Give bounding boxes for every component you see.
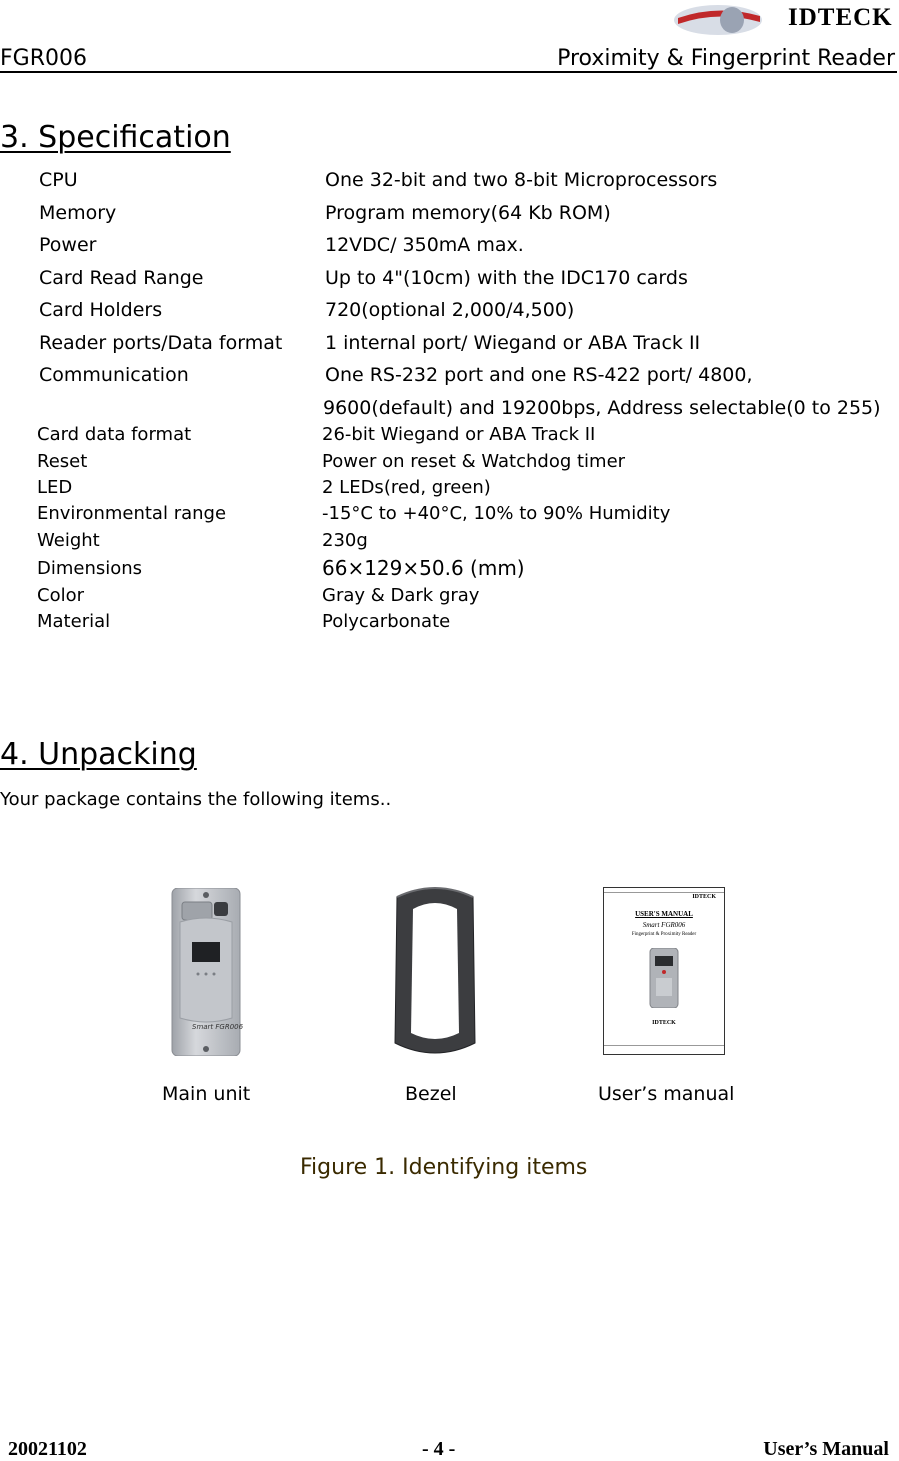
- spec-label: Card Read Range: [39, 267, 204, 289]
- spec-label: Reader ports/Data format: [39, 332, 283, 354]
- spec-label: Environmental range: [37, 503, 227, 524]
- spec-label: LED: [37, 477, 73, 498]
- spec-label: Communication: [39, 364, 189, 386]
- spec-label: Color: [37, 585, 84, 606]
- main-unit-image: [168, 888, 244, 1056]
- spec-label: Material: [37, 611, 111, 632]
- spec-value: 720(optional 2,000/4,500): [325, 299, 575, 321]
- header-model: FGR006: [0, 46, 87, 71]
- spec-label: CPU: [39, 169, 78, 191]
- spec-value: Up to 4"(10cm) with the IDC170 cards: [325, 267, 688, 289]
- manual-cover-logo: Smart FGR006: [642, 921, 686, 929]
- unpacking-heading: 4. Unpacking: [0, 737, 197, 772]
- spec-value: 230g: [322, 530, 368, 551]
- spec-value: One 32-bit and two 8-bit Microprocessors: [325, 169, 718, 191]
- spec-value: 12VDC/ 350mA max.: [325, 234, 524, 256]
- manual-cover-subtitle: Fingerprint & Proximity Reader: [631, 932, 697, 937]
- spec-label: Weight: [37, 530, 100, 551]
- caption-users-manual: User’s manual: [598, 1083, 735, 1105]
- footer-page-number: - 4 -: [422, 1438, 456, 1460]
- caption-bezel: Bezel: [405, 1083, 457, 1105]
- spec-label: Reset: [37, 451, 88, 472]
- header-title: Proximity & Fingerprint Reader: [557, 46, 895, 71]
- spec-value: Polycarbonate: [322, 611, 451, 632]
- manual-cover-title: USER'S MANUAL: [635, 910, 693, 918]
- spec-label: Card Holders: [39, 299, 163, 321]
- spec-value: Power on reset & Watchdog timer: [322, 451, 626, 472]
- manual-brand-bottom: IDTECK: [652, 1020, 676, 1026]
- spec-value: 26-bit Wiegand or ABA Track II: [322, 424, 596, 445]
- figure-caption: Figure 1. Identifying items: [300, 1155, 588, 1180]
- spec-label: Dimensions: [37, 558, 143, 579]
- footer-date: 20021102: [8, 1438, 87, 1460]
- spec-label: Card data format: [37, 424, 192, 445]
- logo-text: IDTECK: [788, 4, 893, 31]
- specification-heading: 3. Specification: [0, 120, 231, 155]
- manual-brand-top: IDTECK: [692, 894, 716, 900]
- footer-doc-title: User’s Manual: [763, 1438, 889, 1460]
- bezel-image: [389, 883, 481, 1059]
- caption-main-unit: Main unit: [162, 1083, 251, 1105]
- spec-label: Memory: [39, 202, 117, 224]
- spec-value: Program memory(64 Kb ROM): [325, 202, 611, 224]
- spec-value: 66×129×50.6 (mm): [322, 556, 525, 580]
- spec-value: 1 internal port/ Wiegand or ABA Track II: [325, 332, 701, 354]
- spec-label: Power: [39, 234, 97, 256]
- svg-text:Smart FGR006: Smart FGR006: [192, 1023, 244, 1031]
- spec-value: 2 LEDs(red, green): [322, 477, 491, 498]
- spec-value: Gray & Dark gray: [322, 585, 480, 606]
- spec-value: 9600(default) and 19200bps, Address selectable(0 to 255): [323, 397, 881, 419]
- users-manual-image: [603, 887, 725, 1055]
- unpacking-intro: Your package contains the following items..: [0, 789, 392, 810]
- spec-value: One RS-232 port and one RS-422 port/ 4800,: [325, 364, 753, 386]
- manual-device-thumbnail: [647, 948, 681, 1008]
- header-rule: [0, 71, 897, 73]
- spec-value: -15°C to +40°C, 10% to 90% Humidity: [322, 503, 671, 524]
